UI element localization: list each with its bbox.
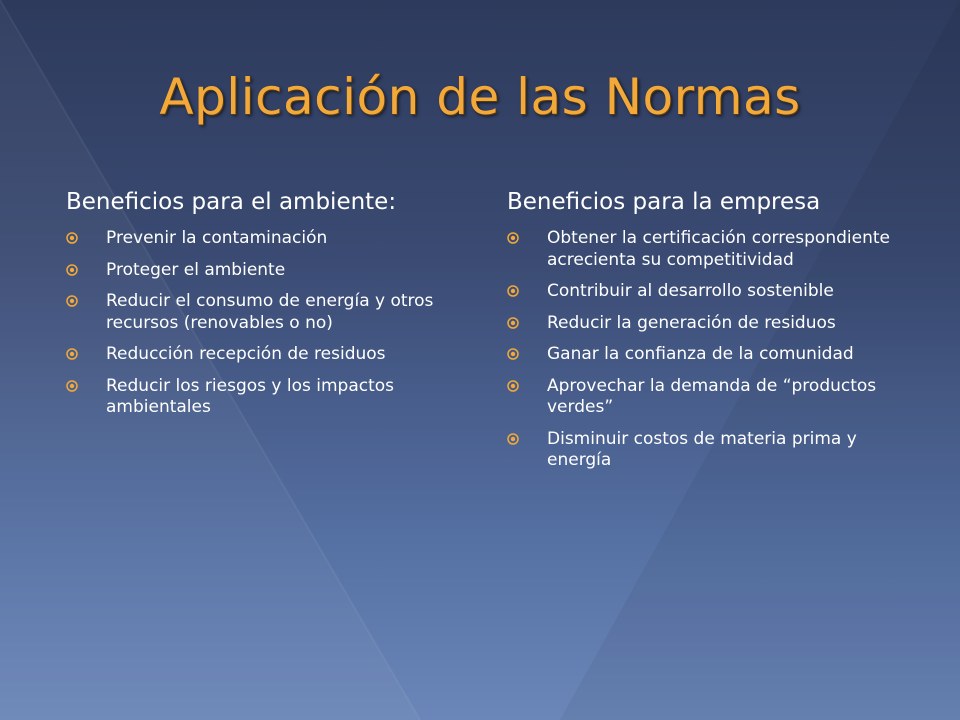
bullet-list: [66, 228, 446, 419]
list-item-text: Reducir la generación de residuos: [547, 312, 836, 333]
list-item: [507, 313, 917, 335]
column-environment-benefits: [66, 186, 446, 429]
list-item: [507, 281, 917, 303]
column-heading: Beneficios para la empresa: [507, 189, 821, 215]
circled-dot-bullet-icon: [507, 232, 519, 244]
circled-dot-bullet-icon: [66, 380, 78, 392]
list-item-text: Reducir los riesgos y los impactos ambientales: [106, 375, 395, 417]
circled-dot-bullet-icon: [66, 295, 78, 307]
list-item-text: Reducción recepción de residuos: [106, 344, 386, 364]
list-item: [66, 344, 446, 366]
bullet-list: [507, 228, 917, 472]
circled-dot-bullet-icon: [507, 380, 519, 392]
list-item: [507, 228, 917, 271]
list-item: [66, 376, 446, 419]
list-item-text: Disminuir costos de materia prima y energía: [547, 428, 857, 470]
circled-dot-bullet-icon: [507, 433, 519, 445]
list-item: [507, 344, 917, 366]
list-item-text: Proteger el ambiente: [106, 259, 286, 280]
list-item: [507, 376, 917, 419]
list-item: [66, 260, 446, 282]
circled-dot-bullet-icon: [507, 285, 519, 297]
list-item-text: Prevenir la contaminación: [106, 228, 328, 248]
list-item: [66, 228, 446, 250]
column-heading: Beneficios para el ambiente:: [66, 189, 397, 215]
circled-dot-bullet-icon: [66, 232, 78, 244]
list-item-text: Obtener la certificación correspondiente acrecienta su competitividad: [547, 228, 890, 270]
circled-dot-bullet-icon: [507, 317, 519, 329]
list-item: [507, 429, 917, 472]
circled-dot-bullet-icon: [66, 348, 78, 360]
list-item-text: Ganar la confianza de la comunidad: [547, 344, 854, 364]
circled-dot-bullet-icon: [66, 264, 78, 276]
list-item-text: Contribuir al desarrollo sostenible: [547, 281, 834, 301]
slide-title: Aplicación de las Normas: [159, 68, 801, 126]
list-item: [66, 291, 446, 334]
list-item-text: Aprovechar la demanda de “productos verdes”: [547, 375, 877, 417]
list-item-text: Reducir el consumo de energía y otros recursos (renovables o no): [106, 291, 434, 333]
column-company-benefits: [507, 186, 917, 482]
circled-dot-bullet-icon: [507, 348, 519, 360]
